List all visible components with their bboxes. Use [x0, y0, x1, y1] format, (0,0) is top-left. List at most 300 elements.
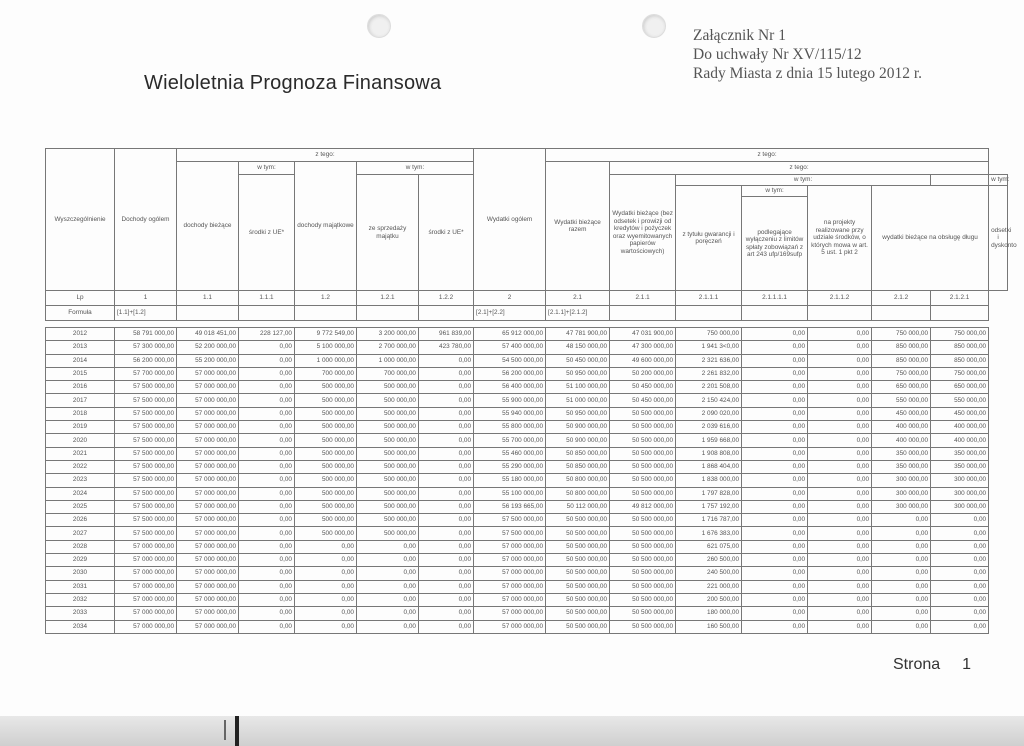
value-cell: 50 500 000,00: [546, 593, 610, 606]
year-cell: 2023: [46, 474, 115, 487]
value-cell: 57 500 000,00: [115, 407, 177, 420]
formula-cell: [2.1.1]+[2.1.2]: [546, 306, 610, 321]
value-cell: 57 500 000,00: [115, 394, 177, 407]
value-cell: 1 676 383,00: [676, 527, 742, 540]
value-cell: 0,00: [357, 554, 419, 567]
header-podlegajace: podlegające wyłączeniu z limitów spłaty zobowiązań z art 243 ufp/169sufp: [742, 197, 808, 291]
header-ze-sprzedazy: ze sprzedaży majątku: [357, 175, 419, 291]
value-cell: 0,00: [808, 620, 872, 633]
value-cell: 57 000 000,00: [115, 567, 177, 580]
value-cell: 0,00: [419, 434, 474, 447]
header-z-tego-wydatki: z tego:: [546, 149, 989, 162]
page-number: 1: [962, 656, 972, 673]
table-header: [46, 149, 1017, 291]
value-cell: 50 900 000,00: [546, 421, 610, 434]
value-cell: 50 500 000,00: [546, 567, 610, 580]
value-cell: 50 800 000,00: [546, 474, 610, 487]
value-cell: 57 000 000,00: [177, 394, 239, 407]
value-cell: 500 000,00: [357, 381, 419, 394]
value-cell: 0,00: [872, 567, 931, 580]
value-cell: 350 000,00: [872, 460, 931, 473]
value-cell: 400 000,00: [931, 421, 989, 434]
scan-mark-bold: [235, 716, 239, 746]
value-cell: 0,00: [742, 580, 808, 593]
value-cell: 400 000,00: [931, 434, 989, 447]
value-cell: 0,00: [239, 474, 295, 487]
value-cell: 700 000,00: [295, 367, 357, 380]
value-cell: 500 000,00: [295, 474, 357, 487]
value-cell: 0,00: [742, 381, 808, 394]
value-cell: 1 838 000,00: [676, 474, 742, 487]
value-cell: 650 000,00: [931, 381, 989, 394]
value-cell: 0,00: [419, 514, 474, 527]
value-cell: 0,00: [419, 487, 474, 500]
value-cell: 650 000,00: [872, 381, 931, 394]
value-cell: 500 000,00: [357, 407, 419, 420]
value-cell: 57 500 000,00: [115, 527, 177, 540]
value-cell: 57 000 000,00: [177, 540, 239, 553]
value-cell: 0,00: [419, 540, 474, 553]
value-cell: 0,00: [808, 514, 872, 527]
value-cell: 500 000,00: [357, 474, 419, 487]
header-dochody-biezace: dochody bieżące: [177, 162, 239, 291]
value-cell: 0,00: [808, 527, 872, 540]
value-cell: 57 000 000,00: [177, 527, 239, 540]
value-cell: 50 500 000,00: [546, 580, 610, 593]
value-cell: 57 500 000,00: [115, 447, 177, 460]
table-row: [46, 381, 1008, 394]
value-cell: 500 000,00: [295, 514, 357, 527]
value-cell: 57 700 000,00: [115, 367, 177, 380]
value-cell: 0,00: [808, 328, 872, 341]
value-cell: 0,00: [742, 474, 808, 487]
header-dochody-ogolem: Dochody ogólem: [115, 149, 177, 291]
value-cell: 0,00: [742, 367, 808, 380]
value-cell: 0,00: [742, 354, 808, 367]
lp-cell: 2: [474, 291, 546, 306]
value-cell: 65 912 000,00: [474, 328, 546, 341]
value-cell: 47 031 900,00: [610, 328, 676, 341]
value-cell: 0,00: [742, 607, 808, 620]
value-cell: 3 200 000,00: [357, 328, 419, 341]
formula-cell: [931, 306, 989, 321]
value-cell: 500 000,00: [295, 421, 357, 434]
value-cell: 50 500 000,00: [610, 487, 676, 500]
value-cell: 500 000,00: [295, 527, 357, 540]
value-cell: 2 090 020,00: [676, 407, 742, 420]
value-cell: 57 000 000,00: [177, 367, 239, 380]
value-cell: 50 500 000,00: [610, 474, 676, 487]
value-cell: 850 000,00: [872, 341, 931, 354]
value-cell: 0,00: [239, 527, 295, 540]
table-row: [46, 500, 1008, 513]
value-cell: 50 500 000,00: [610, 514, 676, 527]
table-row: [46, 460, 1008, 473]
value-cell: 1 868 404,00: [676, 460, 742, 473]
year-cell: 2019: [46, 421, 115, 434]
value-cell: 1 000 000,00: [357, 354, 419, 367]
header-wydatki-biezace-razem: Wydatki bieżące razem: [546, 162, 610, 291]
value-cell: 500 000,00: [295, 500, 357, 513]
value-cell: 0,00: [808, 593, 872, 606]
value-cell: 50 500 000,00: [610, 580, 676, 593]
table-row: [46, 421, 1008, 434]
table-row: [46, 620, 1008, 633]
value-cell: 0,00: [808, 460, 872, 473]
table-row: [46, 328, 1008, 341]
year-cell: 2021: [46, 447, 115, 460]
value-cell: 57 500 000,00: [115, 474, 177, 487]
value-cell: 0,00: [872, 554, 931, 567]
value-cell: 57 500 000,00: [115, 460, 177, 473]
year-cell: 2012: [46, 328, 115, 341]
value-cell: 55 460 000,00: [474, 447, 546, 460]
value-cell: 500 000,00: [357, 421, 419, 434]
value-cell: 0,00: [357, 607, 419, 620]
forecast-table: [45, 148, 1017, 634]
value-cell: 0,00: [808, 381, 872, 394]
value-cell: 0,00: [872, 527, 931, 540]
table-row: [46, 407, 1008, 420]
value-cell: 0,00: [931, 540, 989, 553]
value-cell: 57 400 000,00: [474, 341, 546, 354]
year-cell: 2034: [46, 620, 115, 633]
value-cell: 0,00: [239, 381, 295, 394]
value-cell: 750 000,00: [872, 367, 931, 380]
value-cell: 55 800 000,00: [474, 421, 546, 434]
value-cell: 300 000,00: [931, 474, 989, 487]
formula-cell: [872, 306, 931, 321]
value-cell: 51 000 000,00: [546, 394, 610, 407]
value-cell: 50 500 000,00: [546, 514, 610, 527]
value-cell: 0,00: [419, 527, 474, 540]
lp-cell: Lp: [46, 291, 115, 306]
value-cell: 57 500 000,00: [115, 421, 177, 434]
spacer-row: [46, 321, 1008, 328]
value-cell: 750 000,00: [931, 328, 989, 341]
table-row: [46, 487, 1008, 500]
value-cell: 500 000,00: [295, 407, 357, 420]
value-cell: 57 000 000,00: [474, 540, 546, 553]
header-w-tym-4: w tym:: [742, 186, 808, 197]
value-cell: 0,00: [419, 580, 474, 593]
value-cell: 57 000 000,00: [474, 620, 546, 633]
value-cell: 0,00: [742, 328, 808, 341]
value-cell: 400 000,00: [872, 421, 931, 434]
value-cell: 500 000,00: [357, 527, 419, 540]
value-cell: 350 000,00: [931, 447, 989, 460]
value-cell: 450 000,00: [872, 407, 931, 420]
lp-row: [46, 291, 1008, 306]
lp-cell: 1.1.1: [239, 291, 295, 306]
header-empty: [931, 175, 989, 186]
lp-cell: 2.1: [546, 291, 610, 306]
value-cell: 52 200 000,00: [177, 341, 239, 354]
value-cell: 0,00: [808, 421, 872, 434]
value-cell: 57 000 000,00: [115, 540, 177, 553]
value-cell: 0,00: [239, 620, 295, 633]
lp-formula-rows: [46, 291, 1008, 328]
value-cell: 0,00: [419, 607, 474, 620]
value-cell: 0,00: [742, 421, 808, 434]
value-cell: 0,00: [872, 620, 931, 633]
value-cell: 57 500 000,00: [115, 434, 177, 447]
value-cell: 1 959 668,00: [676, 434, 742, 447]
page-title: Wieloletnia Prognoza Finansowa: [144, 72, 442, 94]
value-cell: 0,00: [357, 593, 419, 606]
value-cell: 50 950 000,00: [546, 407, 610, 420]
value-cell: 1 716 787,00: [676, 514, 742, 527]
formula-cell: [808, 306, 872, 321]
value-cell: 57 000 000,00: [474, 607, 546, 620]
value-cell: 0,00: [419, 367, 474, 380]
value-cell: 56 400 000,00: [474, 381, 546, 394]
value-cell: 0,00: [239, 593, 295, 606]
value-cell: 500 000,00: [357, 394, 419, 407]
value-cell: 49 812 000,00: [610, 500, 676, 513]
formula-cell: [239, 306, 295, 321]
value-cell: 0,00: [742, 620, 808, 633]
value-cell: 50 112 000,00: [546, 500, 610, 513]
value-cell: 160 500,00: [676, 620, 742, 633]
value-cell: 0,00: [419, 593, 474, 606]
page-footer: [893, 656, 971, 674]
value-cell: 57 000 000,00: [177, 567, 239, 580]
value-cell: 0,00: [357, 580, 419, 593]
value-cell: 57 000 000,00: [177, 593, 239, 606]
value-cell: 50 950 000,00: [546, 367, 610, 380]
value-cell: 0,00: [239, 367, 295, 380]
year-cell: 2028: [46, 540, 115, 553]
table-row: [46, 593, 1008, 606]
formula-cell: [676, 306, 742, 321]
value-cell: 0,00: [419, 567, 474, 580]
value-cell: 57 000 000,00: [474, 567, 546, 580]
value-cell: 47 781 900,00: [546, 328, 610, 341]
year-cell: 2033: [46, 607, 115, 620]
value-cell: 50 850 000,00: [546, 460, 610, 473]
lp-cell: 2.1.2.1: [931, 291, 989, 306]
value-cell: 57 000 000,00: [115, 620, 177, 633]
attachment-note: [693, 26, 922, 83]
header-wydatki-ogolem: Wydatki ogólem: [474, 149, 546, 291]
value-cell: 50 500 000,00: [610, 527, 676, 540]
value-cell: 400 000,00: [872, 434, 931, 447]
value-cell: 0,00: [808, 500, 872, 513]
value-cell: 50 500 000,00: [610, 540, 676, 553]
attachment-line-1: Załącznik Nr 1: [693, 27, 786, 44]
value-cell: 0,00: [295, 580, 357, 593]
value-cell: 0,00: [239, 500, 295, 513]
value-cell: 0,00: [239, 421, 295, 434]
value-cell: 0,00: [742, 500, 808, 513]
value-cell: 57 500 000,00: [474, 527, 546, 540]
header-srodki-ue-2: środki z UE*: [419, 175, 474, 291]
value-cell: 0,00: [239, 514, 295, 527]
table-row: [46, 341, 1008, 354]
header-w-tym-5: w tym:: [989, 175, 1008, 186]
table-row: [46, 367, 1008, 380]
value-cell: 850 000,00: [931, 341, 989, 354]
lp-cell: 1.2.1: [357, 291, 419, 306]
value-cell: 0,00: [808, 607, 872, 620]
year-cell: 2027: [46, 527, 115, 540]
page-label: Strona: [893, 656, 941, 673]
value-cell: 50 500 000,00: [546, 540, 610, 553]
value-cell: 0,00: [742, 341, 808, 354]
value-cell: 300 000,00: [872, 487, 931, 500]
value-cell: 57 000 000,00: [474, 593, 546, 606]
formula-cell: [1.1]+[1.2]: [115, 306, 177, 321]
value-cell: 56 200 000,00: [474, 367, 546, 380]
value-cell: 550 000,00: [872, 394, 931, 407]
value-cell: 57 000 000,00: [177, 580, 239, 593]
value-cell: 57 000 000,00: [177, 381, 239, 394]
lp-cell: 2.1.1.1.1: [742, 291, 808, 306]
year-cell: 2018: [46, 407, 115, 420]
header-z-tego-dochody: z tego:: [177, 149, 474, 162]
value-cell: 57 000 000,00: [474, 554, 546, 567]
value-cell: 57 000 000,00: [177, 487, 239, 500]
value-cell: 961 839,00: [419, 328, 474, 341]
value-cell: 57 000 000,00: [177, 607, 239, 620]
value-cell: 350 000,00: [872, 447, 931, 460]
value-cell: 50 450 000,00: [610, 394, 676, 407]
value-cell: 0,00: [419, 381, 474, 394]
formula-cell: [295, 306, 357, 321]
value-cell: 0,00: [808, 567, 872, 580]
header-srodki-ue-1: środki z UE*: [239, 175, 295, 291]
value-cell: 58 791 000,00: [115, 328, 177, 341]
value-cell: 0,00: [742, 407, 808, 420]
year-cell: 2022: [46, 460, 115, 473]
value-cell: 50 500 000,00: [610, 407, 676, 420]
value-cell: 0,00: [808, 540, 872, 553]
value-cell: 0,00: [239, 567, 295, 580]
value-cell: 57 000 000,00: [177, 407, 239, 420]
value-cell: 0,00: [239, 460, 295, 473]
value-cell: 500 000,00: [295, 394, 357, 407]
value-cell: 0,00: [239, 580, 295, 593]
year-cell: 2032: [46, 593, 115, 606]
attachment-line-2: Do uchwały Nr XV/115/12: [693, 46, 862, 63]
value-cell: 1 757 192,00: [676, 500, 742, 513]
value-cell: 1 797 828,00: [676, 487, 742, 500]
formula-cell: [419, 306, 474, 321]
value-cell: 0,00: [931, 580, 989, 593]
value-cell: 0,00: [931, 567, 989, 580]
formula-cell: [610, 306, 676, 321]
punch-hole-left: [367, 14, 391, 38]
header-w-tym-2: w tym:: [357, 162, 474, 175]
value-cell: 0,00: [808, 367, 872, 380]
header-w-tym-1: w tym:: [239, 162, 295, 175]
value-cell: 2 700 000,00: [357, 341, 419, 354]
table-row: [46, 607, 1008, 620]
value-cell: 0,00: [931, 554, 989, 567]
value-cell: 0,00: [742, 487, 808, 500]
value-cell: 300 000,00: [872, 474, 931, 487]
table-row: [46, 447, 1008, 460]
value-cell: 260 500,00: [676, 554, 742, 567]
value-cell: 57 000 000,00: [474, 580, 546, 593]
value-cell: 300 000,00: [872, 500, 931, 513]
scan-mark: [224, 720, 226, 740]
value-cell: 0,00: [419, 500, 474, 513]
value-cell: 50 500 000,00: [546, 527, 610, 540]
value-cell: 57 500 000,00: [474, 514, 546, 527]
table-row: [46, 527, 1008, 540]
value-cell: 50 500 000,00: [546, 607, 610, 620]
value-cell: 0,00: [931, 527, 989, 540]
value-cell: 0,00: [742, 514, 808, 527]
value-cell: 57 000 000,00: [177, 554, 239, 567]
table-row: [46, 567, 1008, 580]
header-odsetki: odsetki i dyskonto: [989, 186, 1008, 291]
value-cell: 0,00: [357, 540, 419, 553]
value-cell: 0,00: [295, 620, 357, 633]
value-cell: 500 000,00: [295, 447, 357, 460]
value-cell: 700 000,00: [357, 367, 419, 380]
value-cell: 0,00: [239, 341, 295, 354]
value-cell: 50 450 000,00: [546, 354, 610, 367]
value-cell: 55 100 000,00: [474, 487, 546, 500]
value-cell: 57 000 000,00: [115, 593, 177, 606]
value-cell: 50 500 000,00: [610, 421, 676, 434]
header-dochody-majatkowe: dochody majątkowe: [295, 162, 357, 291]
value-cell: 55 290 000,00: [474, 460, 546, 473]
value-cell: 0,00: [239, 354, 295, 367]
value-cell: 0,00: [742, 540, 808, 553]
value-cell: 0,00: [239, 607, 295, 620]
value-cell: 500 000,00: [357, 460, 419, 473]
value-cell: 0,00: [872, 580, 931, 593]
value-cell: 1 941 3<0,00: [676, 341, 742, 354]
lp-cell: 2.1.2: [872, 291, 931, 306]
value-cell: 0,00: [742, 567, 808, 580]
value-cell: 0,00: [742, 394, 808, 407]
value-cell: 550 000,00: [931, 394, 989, 407]
value-cell: 0,00: [808, 341, 872, 354]
value-cell: 2 321 636,00: [676, 354, 742, 367]
value-cell: 0,00: [808, 354, 872, 367]
value-cell: 0,00: [419, 460, 474, 473]
value-cell: 57 000 000,00: [115, 607, 177, 620]
value-cell: 57 000 000,00: [177, 421, 239, 434]
value-cell: 750 000,00: [676, 328, 742, 341]
value-cell: 5 100 000,00: [295, 341, 357, 354]
value-cell: 49 600 000,00: [610, 354, 676, 367]
value-cell: 50 500 000,00: [610, 567, 676, 580]
value-cell: 0,00: [357, 567, 419, 580]
value-cell: 2 261 832,00: [676, 367, 742, 380]
table-row: [46, 434, 1008, 447]
value-cell: 500 000,00: [357, 487, 419, 500]
value-cell: 750 000,00: [931, 367, 989, 380]
value-cell: 423 780,00: [419, 341, 474, 354]
value-cell: 48 150 000,00: [546, 341, 610, 354]
value-cell: 1 000 000,00: [295, 354, 357, 367]
value-cell: 2 039 616,00: [676, 421, 742, 434]
value-cell: 0,00: [742, 593, 808, 606]
value-cell: 221 000,00: [676, 580, 742, 593]
value-cell: 0,00: [239, 554, 295, 567]
year-cell: 2016: [46, 381, 115, 394]
table-row: [46, 394, 1008, 407]
value-cell: 57 000 000,00: [177, 460, 239, 473]
value-cell: 850 000,00: [872, 354, 931, 367]
value-cell: 0,00: [742, 554, 808, 567]
